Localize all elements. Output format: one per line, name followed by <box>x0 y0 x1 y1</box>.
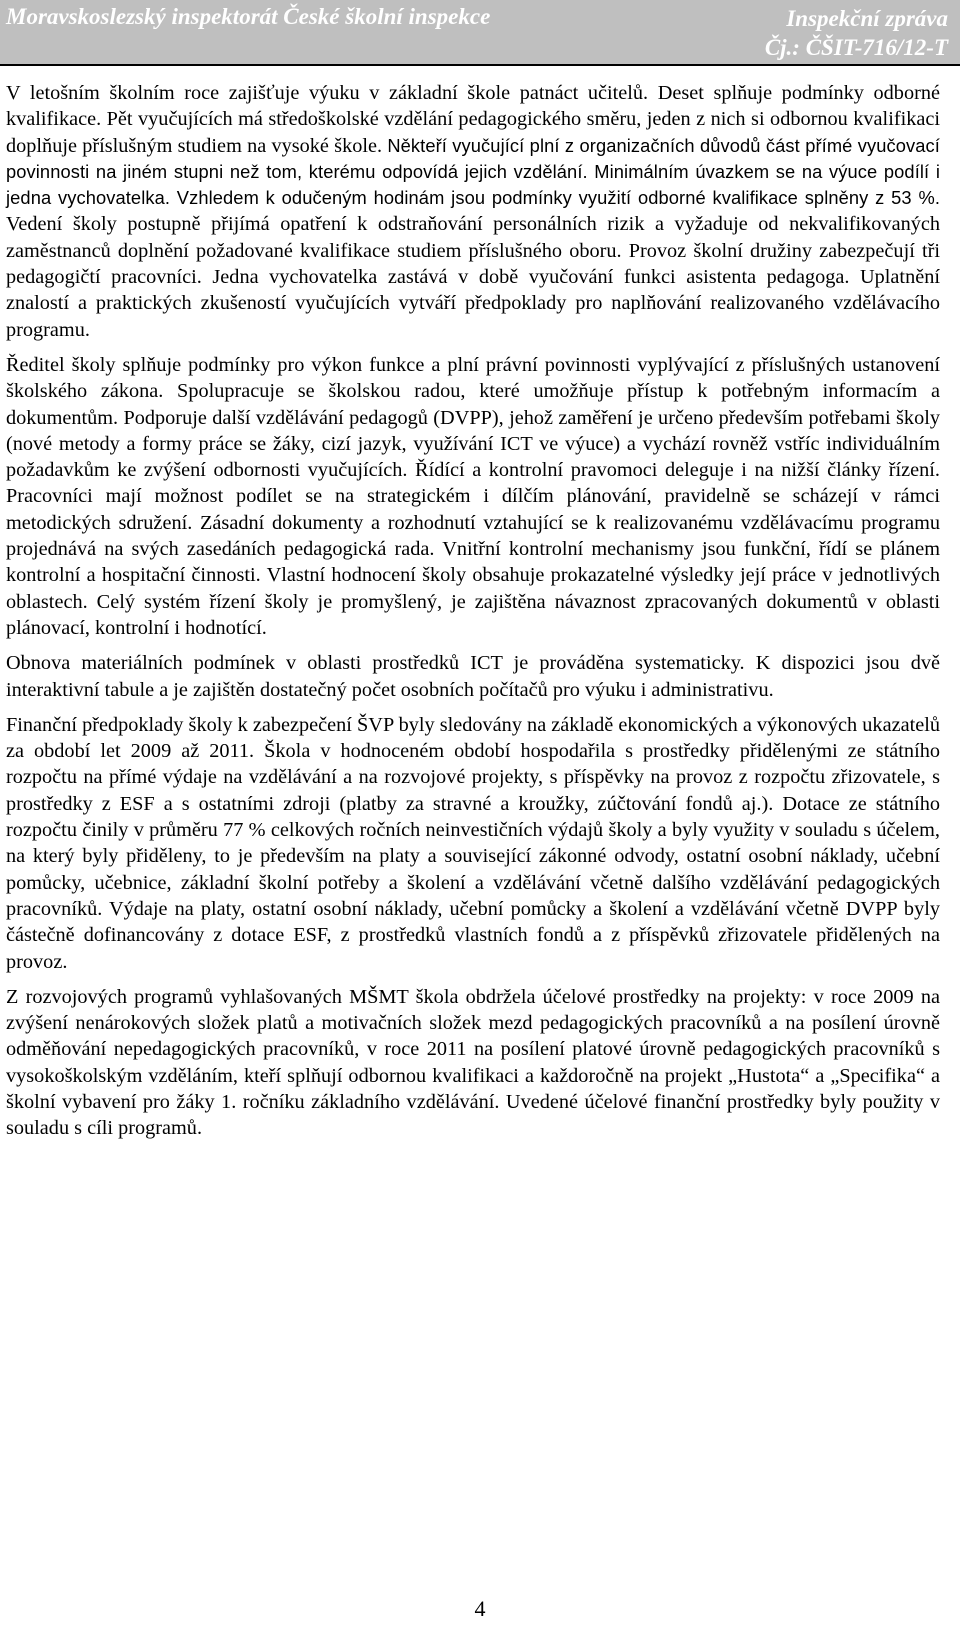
page-number: 4 <box>474 1596 486 1621</box>
paragraph-staff <box>6 80 940 343</box>
page-header <box>0 0 960 66</box>
paragraph-staff-part-2: Někteří vyučující plní z organizačních důvodů část přímé vyučovací povinnosti na jiném stupni než tom, kterému odpovídá jejich vzdělání. Minimálním úvazkem se na výuce podílí i jedna vychovatelka. Vzhledem k odučeným hodinám jsou podmínky využití odborné kvalifikace splněny z 53 %. <box>6 134 940 209</box>
paragraph-staff-part-1: V letošním školním roce zajišťuje výuku v základní škole patnáct učitelů. Deset splňuje podmínky odborné kvalifikace. Pět vyučujících má středoškolské vzdělání pedagogického směru, jeden z nich si odbornou kvalifikaci doplňuje příslušným studiem na vysoké škole. <box>6 82 940 157</box>
paragraph-ict: Obnova materiálních podmínek v oblasti prostředků ICT je prováděna systematicky. K dispozici jsou dvě interaktivní tabule a je zajištěn dostatečný počet osobních počítačů pro výuku i administrativu. <box>6 652 940 701</box>
paragraph-development-programs: Z rozvojových programů vyhlašovaných MŠMT škola obdržela účelové prostředky na projekty: v roce 2009 na zvýšení nenárokových složek platů a motivačních složek mezd pedagogických pracovníků a na posílení úrovně odměňování nepedagogických pracovníků, v roce 2011 na posílení platové úrovně pedagogických pracovníků s vysokoškolským vzděláním, kteří splňují odbornou kvalifikaci a každoročně na projekt „Hustota“ a „Specifika“ a školní vybavení pro žáky 1. ročníku základního vzdělávání. Uvedené účelové finanční prostředky byly použity v souladu s cíli programů. <box>6 985 940 1140</box>
paragraph-staff-part-3: Vedení školy postupně přijímá opatření k odstraňování personálních rizik a vyžaduje od nekvalifikovaných zaměstnanců doplnění požadované kvalifikace studiem příslušného oboru. Provoz školní družiny zabezpečují tři pedagogičtí pracovníci. Jedna vychovatelka zastává v době vyučování funkci asistenta pedagoga. Uplatnění znalostí a praktických zkušeností vyučujících vytváří předpoklady pro naplňování realizovaného vzdělávacího programu. <box>6 213 940 341</box>
header-reference-number: Čj.: ČŠIT-716/12-T <box>764 35 948 60</box>
header-organization: Moravskoslezský inspektorát České školní inspekce <box>6 4 491 29</box>
header-right <box>765 4 948 62</box>
header-document-type: Inspekční zpráva <box>786 6 948 31</box>
paragraph-finance: Finanční předpoklady školy k zabezpečení ŠVP byly sledovány na základě ekonomických a výkonových ukazatelů za období let 2009 až 2011. Škola v hodnoceném období hospodařila s prostředky přidělenými ze státního rozpočtu na přímé výdaje na vzdělávání a na rozvojové projekty, s příspěvky na provoz z rozpočtu zřizovatele, s prostředky z ESF a s ostatními zdroji (platby za stravné a kroužky, zúčtování fondů aj.). Dotace ze státního rozpočtu činily v průměru 77 % celkových ročních neinvestičních výdajů školy a byly využity v souladu s účelem, na který byly přiděleny, to je především na platy a související zákonné odvody, ostatní osobní náklady, učební pomůcky, učebnice, základní školní potřeby a školení a vzdělávání včetně dalšího vzdělávání pedagogických pracovníků. Výdaje na platy, ostatní osobní náklady, učební pomůcky a školení a vzdělávání včetně DVPP byly částečně dofinancovány z dotace ESF, z prostředků vlastních fondů a z příspěvků zřizovatele přidělených na provoz. <box>6 713 940 973</box>
paragraph-management: Ředitel školy splňuje podmínky pro výkon funkce a plní právní povinnosti vyplývající z příslušných ustanovení školského zákona. Spolupracuje se školskou radou, které umožňuje přístup k potřebným informacím a dokumentům. Podporuje další vzdělávání pedagogů (DVPP), jehož zaměření je určeno především potřebami školy (nové metody a formy práce se žáky, cizí jazyk, využívání ICT ve výuce) a vychází rovněž vstříc individuálním požadavkům ke zvýšení odbornosti vyučujících. Řídící a kontrolní pravomoci deleguje i na nižší články řízení. Pracovníci mají možnost podílet se na strategickém i dílčím plánování, pravidelně se scházejí v rámci metodických sdružení. Zásadní dokumenty a rozhodnutí vztahující se k realizovanému vzdělávacímu programu projednává na svých zasedáních pedagogická rada. Vnitřní kontrolní mechanismy jsou funkční, řídí se plánem kontrolní a hospitační činnosti. Vlastní hodnocení školy obsahuje prokazatelné výsledky její práce v jednotlivých oblastech. Celý systém řízení školy je promyšlený, je zajištěna návaznost zpracovaných dokumentů v oblasti plánovací, kontrolní i hodnotící. <box>6 353 940 639</box>
document-body <box>6 80 940 1151</box>
